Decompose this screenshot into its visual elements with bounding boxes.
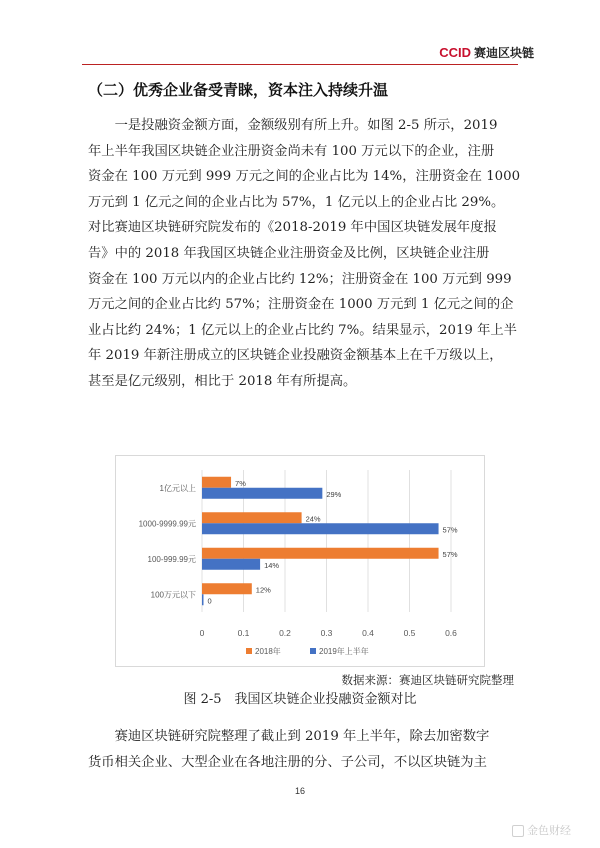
bar-chart — [115, 455, 485, 667]
y-tick-label: 100-999.99元 — [147, 554, 196, 564]
y-tick-label: 100万元以下 — [150, 590, 196, 600]
brand-cn: 赛迪区块链 — [473, 46, 534, 60]
bar — [202, 548, 439, 559]
paragraph-line: 资金在 100 万元到 999 万元之间的企业占比为 14%，注册资金在 1000 — [88, 169, 521, 185]
data-label: 12% — [255, 585, 271, 595]
paragraph-1 — [88, 113, 521, 395]
paragraph-line: 对比赛迪区块链研究院发布的《2018-2019 年中国区块链发展年度报 — [88, 220, 497, 236]
x-tick-label: 0 — [199, 628, 205, 638]
bar — [202, 559, 260, 570]
y-tick-label: 1000-9999.99元 — [138, 519, 196, 529]
paragraph-2 — [88, 724, 518, 775]
chart-canvas — [116, 456, 484, 666]
header-rule — [82, 64, 518, 65]
x-tick-label: 0.6 — [445, 628, 457, 638]
bar — [202, 583, 252, 594]
bar — [202, 594, 204, 605]
data-label: 7% — [235, 478, 246, 488]
x-tick-label: 0.5 — [403, 628, 416, 638]
paragraph-line: 一是投融资金额方面，金额级别有所上升。如图 2-5 所示，2019 — [88, 118, 498, 133]
figure-source: 数据来源：赛迪区块链研究院整理 — [341, 673, 514, 687]
data-label: 0 — [207, 596, 212, 606]
bar — [202, 488, 322, 499]
watermark — [512, 822, 571, 838]
paragraph-line: 赛迪区块链研究院整理了截止到 2019 年上半年，除去加密数字 — [88, 729, 490, 744]
x-tick-label: 0.3 — [320, 628, 333, 638]
paragraph-line: 年上半年我国区块链企业注册资金尚未有 100 万元以下的企业，注册 — [88, 143, 495, 159]
section-title: （二）优秀企业备受青睐，资本注入持续升温 — [88, 81, 389, 99]
paragraph-line: 资金在 100 万元以内的企业占比约 12%；注册资金在 100 万元到 999 — [88, 271, 512, 287]
paragraph-line: 货币相关企业、大型企业在各地注册的分、子公司，不以区块链为主 — [88, 754, 487, 770]
paragraph-line: 万元之间的企业占比约 57%；注册资金在 1000 万元到 1 亿元之间的企 — [88, 297, 514, 313]
legend-label: 2018年 — [255, 647, 281, 656]
watermark-text: 金色财经 — [527, 825, 571, 837]
brand-logo — [439, 44, 534, 61]
figure-caption: 图 2-5 我国区块链企业投融资金额对比 — [183, 692, 417, 707]
paragraph-line: 业占比约 24%；1 亿元以上的企业占比约 7%。结果显示，2019 年上半 — [88, 322, 517, 338]
data-label: 24% — [305, 514, 321, 524]
data-label: 57% — [442, 549, 458, 559]
paragraph-line: 甚至是亿元级别，相比于 2018 年有所提高。 — [88, 373, 357, 389]
page-number: 16 — [294, 786, 305, 796]
x-tick-label: 0.4 — [362, 628, 374, 638]
paragraph-line: 年 2019 年新注册成立的区块链企业投融资金额基本上在千万级以上， — [88, 348, 503, 364]
brand-latin: CCID — [439, 45, 471, 60]
legend-label: 2019年上半年 — [319, 647, 369, 656]
data-label: 14% — [264, 560, 280, 570]
x-tick-label: 0.1 — [237, 628, 250, 638]
bar — [202, 477, 231, 488]
data-label: 29% — [326, 489, 342, 499]
paragraph-line: 万元到 1 亿元之间的企业占比为 57%，1 亿元以上的企业占比 29%。 — [88, 194, 505, 210]
y-tick-label: 1亿元以上 — [159, 483, 196, 493]
legend-swatch — [310, 648, 316, 654]
data-label: 57% — [442, 525, 458, 535]
bar — [202, 523, 439, 534]
bar — [202, 512, 302, 523]
watermark-icon — [512, 825, 524, 837]
paragraph-line: 告》中的 2018 年我国区块链企业注册资金及比例，区块链企业注册 — [88, 245, 490, 261]
x-tick-label: 0.2 — [279, 628, 291, 638]
legend-swatch — [246, 648, 252, 654]
